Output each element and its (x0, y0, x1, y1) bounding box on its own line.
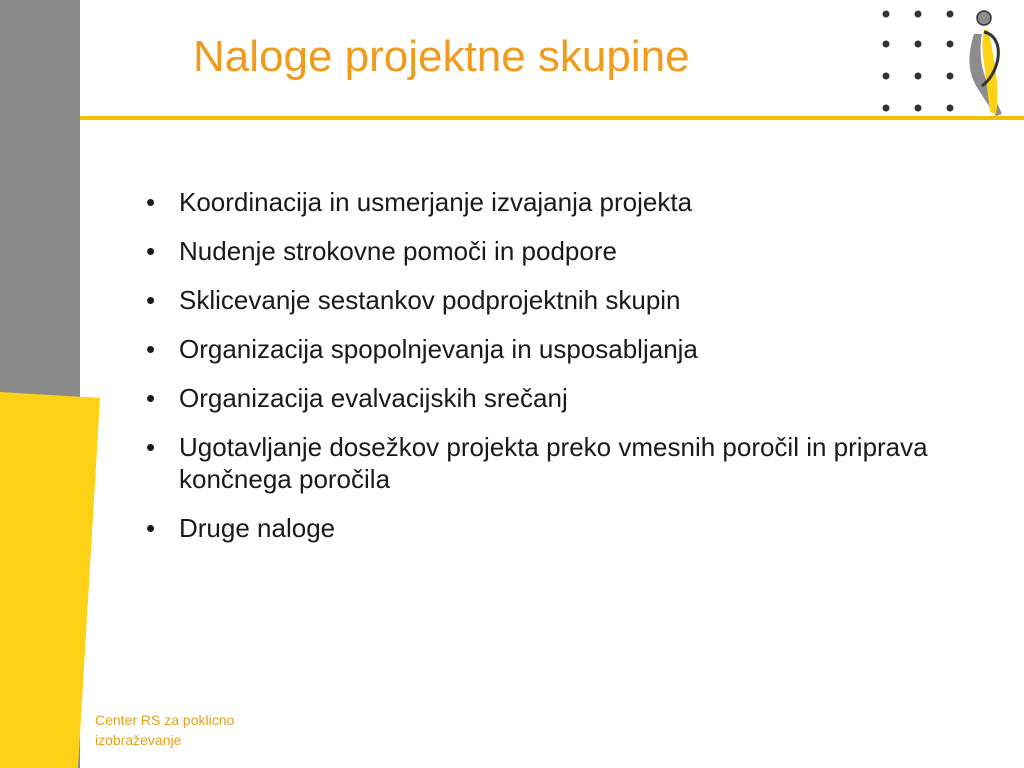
bullet-text: Organizacija evalvacijskih srečanj (179, 383, 568, 413)
i-person-dots-logo-icon (870, 4, 1020, 120)
bullet-text: Nudenje strokovne pomoči in podpore (179, 236, 617, 266)
bullet-icon: • (146, 187, 156, 217)
bullet-icon: • (146, 513, 156, 543)
bullet-text: Sklicevanje sestankov podprojektnih skupin (179, 285, 681, 315)
bullet-icon: • (146, 285, 156, 315)
list-item (140, 284, 940, 316)
footer-line-1: Center RS za poklicno (95, 712, 235, 728)
bullet-text: Organizacija spopolnjevanja in usposabljanja (179, 334, 698, 364)
list-item (140, 186, 940, 218)
page-title: Naloge projektne skupine (193, 32, 690, 81)
list-item (140, 235, 940, 267)
bullet-icon: • (146, 334, 156, 364)
bullet-icon: • (146, 236, 156, 266)
bullet-icon: • (146, 383, 156, 413)
footer-organization (95, 710, 315, 750)
bullet-text: Ugotavljanje dosežkov projekta preko vmesnih poročil in priprava končnega poročila (179, 432, 928, 494)
bullet-text: Druge naloge (179, 513, 336, 543)
list-item (140, 382, 940, 414)
bullet-icon: • (146, 432, 156, 462)
list-item (140, 431, 940, 495)
bullet-text: Koordinacija in usmerjanje izvajanja projekta (179, 187, 693, 217)
footer-line-2: izobraževanje (95, 732, 182, 748)
list-item (140, 333, 940, 365)
list-item (140, 512, 940, 544)
bullet-list (140, 186, 940, 561)
